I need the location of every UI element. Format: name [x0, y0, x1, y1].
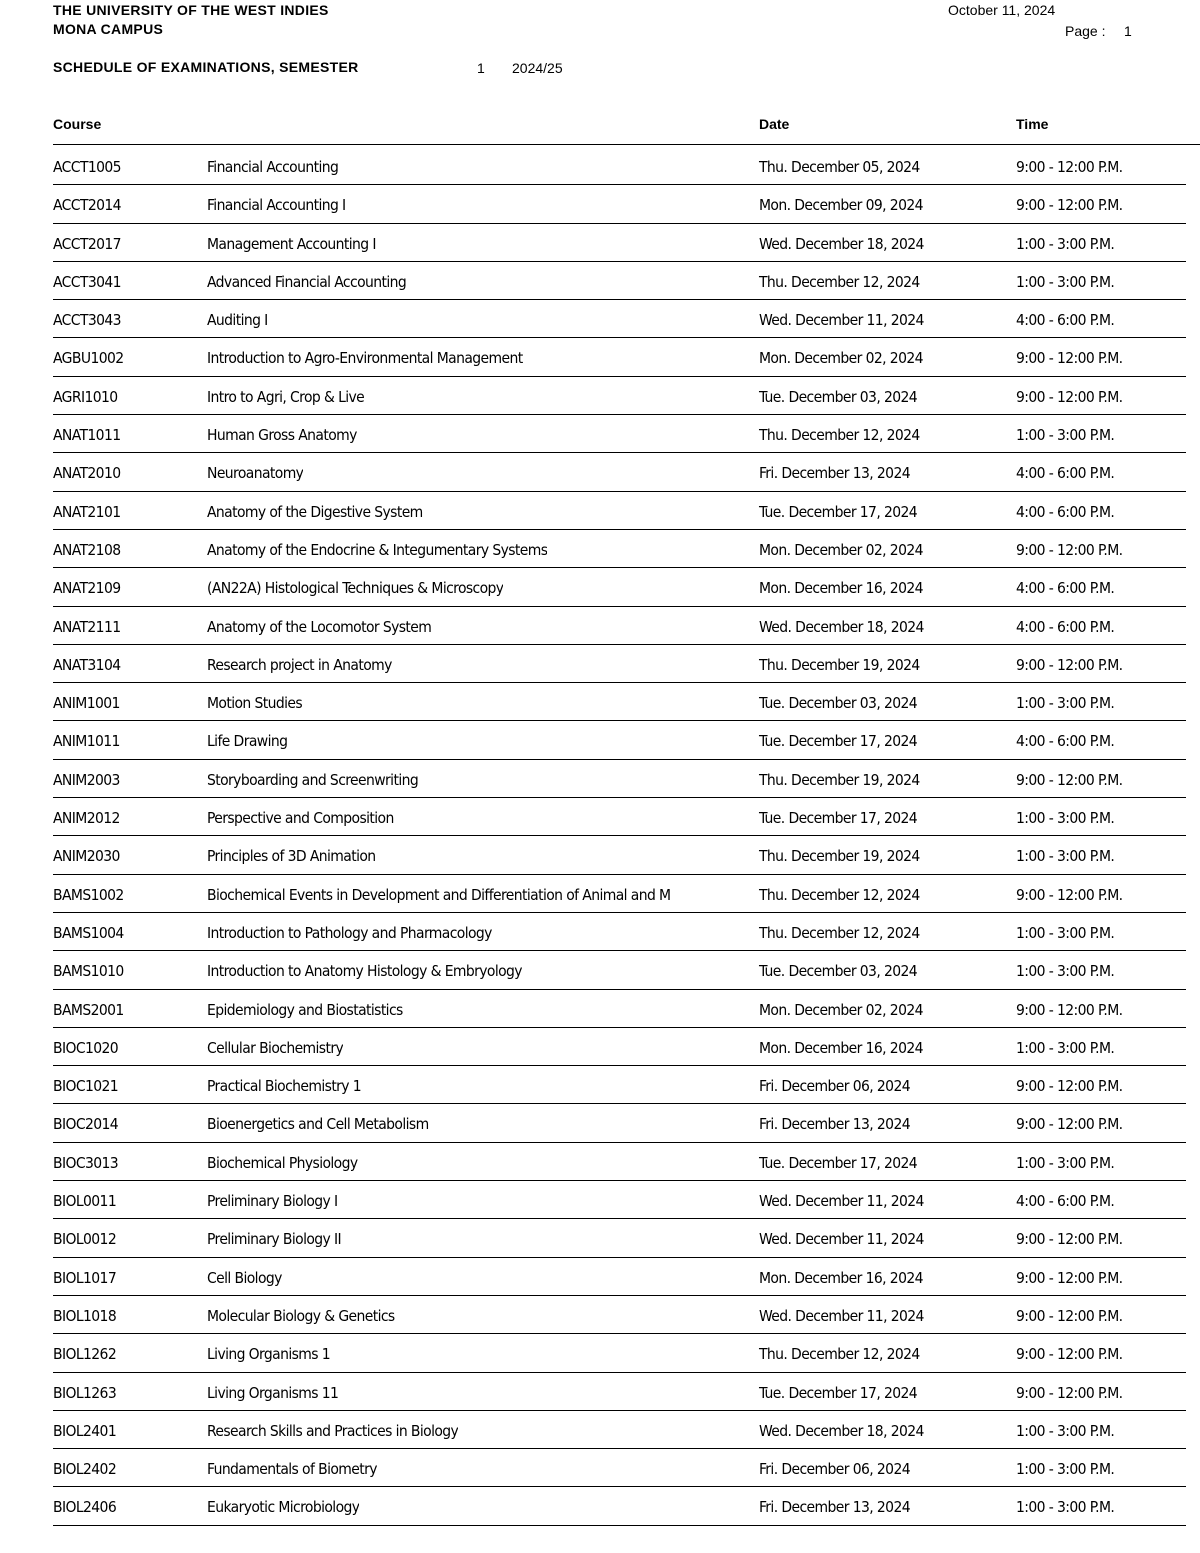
exam-time: 1:00 - 3:00 P.M. — [1016, 962, 1115, 981]
course-code: BIOL0011 — [53, 1192, 117, 1211]
course-title: Financial Accounting I — [207, 196, 346, 215]
course-title: Anatomy of the Endocrine & Integumentary Systems — [207, 540, 548, 559]
exam-date: Mon. December 02, 2024 — [759, 349, 923, 368]
exam-date: Wed. December 18, 2024 — [759, 617, 924, 636]
exam-time: 9:00 - 12:00 P.M. — [1016, 1115, 1123, 1134]
exam-time: 9:00 - 12:00 P.M. — [1016, 1000, 1123, 1019]
course-code: ANAT2010 — [53, 464, 121, 483]
table-row — [53, 1104, 1186, 1142]
exam-date: Fri. December 06, 2024 — [759, 1460, 910, 1479]
exam-date: Fri. December 13, 2024 — [759, 1115, 910, 1134]
course-title: Cellular Biochemistry — [207, 1038, 344, 1057]
exam-date: Tue. December 17, 2024 — [759, 1383, 918, 1402]
table-row — [53, 1219, 1186, 1257]
table-row — [53, 1143, 1186, 1181]
course-code: BAMS1010 — [53, 962, 124, 981]
course-code: BIOL1017 — [53, 1268, 117, 1287]
course-title: Anatomy of the Digestive System — [207, 502, 423, 521]
table-row — [53, 492, 1186, 530]
exam-date: Thu. December 12, 2024 — [759, 923, 920, 942]
exam-date: Wed. December 11, 2024 — [759, 1230, 924, 1249]
exam-date: Mon. December 02, 2024 — [759, 1000, 923, 1019]
table-row — [53, 683, 1186, 721]
course-title: Intro to Agri, Crop & Live — [207, 387, 365, 406]
table-row — [53, 1181, 1186, 1219]
course-title: Bioenergetics and Cell Metabolism — [207, 1115, 429, 1134]
course-title: Research project in Anatomy — [207, 655, 392, 674]
exam-date: Thu. December 19, 2024 — [759, 770, 920, 789]
course-title: Biochemical Physiology — [207, 1153, 358, 1172]
table-row — [53, 951, 1186, 989]
exam-time: 1:00 - 3:00 P.M. — [1016, 809, 1115, 828]
exam-date: Tue. December 17, 2024 — [759, 732, 918, 751]
table-row — [53, 645, 1186, 683]
university-name: THE UNIVERSITY OF THE WEST INDIES — [53, 2, 329, 18]
exam-date: Thu. December 12, 2024 — [759, 885, 920, 904]
course-title: Fundamentals of Biometry — [207, 1460, 377, 1479]
exam-time: 9:00 - 12:00 P.M. — [1016, 349, 1123, 368]
exam-time: 9:00 - 12:00 P.M. — [1016, 770, 1123, 789]
exam-time: 1:00 - 3:00 P.M. — [1016, 1421, 1115, 1440]
table-row — [53, 224, 1186, 262]
course-title: Molecular Biology & Genetics — [207, 1306, 395, 1325]
exam-date: Tue. December 17, 2024 — [759, 809, 918, 828]
exam-time: 9:00 - 12:00 P.M. — [1016, 196, 1123, 215]
course-title: Cell Biology — [207, 1268, 282, 1287]
course-title: Management Accounting I — [207, 234, 376, 253]
table-row — [53, 185, 1186, 223]
exam-date: Wed. December 18, 2024 — [759, 1421, 924, 1440]
exam-date: Mon. December 16, 2024 — [759, 1038, 923, 1057]
exam-time: 1:00 - 3:00 P.M. — [1016, 1498, 1115, 1517]
course-title: Anatomy of the Locomotor System — [207, 617, 432, 636]
course-title: Neuroanatomy — [207, 464, 304, 483]
academic-year: 2024/25 — [512, 60, 563, 76]
course-title: Epidemiology and Biostatistics — [207, 1000, 403, 1019]
course-code: ANAT3104 — [53, 655, 121, 674]
schedule-title: SCHEDULE OF EXAMINATIONS, SEMESTER — [53, 59, 359, 75]
exam-time: 9:00 - 12:00 P.M. — [1016, 387, 1123, 406]
exam-time: 4:00 - 6:00 P.M. — [1016, 579, 1115, 598]
exam-time: 9:00 - 12:00 P.M. — [1016, 1306, 1123, 1325]
course-code: BIOL2406 — [53, 1498, 117, 1517]
exam-time: 1:00 - 3:00 P.M. — [1016, 923, 1115, 942]
course-title: Preliminary Biology I — [207, 1192, 338, 1211]
course-title: Preliminary Biology II — [207, 1230, 342, 1249]
course-code: BIOC3013 — [53, 1153, 119, 1172]
table-row — [53, 415, 1186, 453]
exam-time: 1:00 - 3:00 P.M. — [1016, 1038, 1115, 1057]
exam-date: Thu. December 12, 2024 — [759, 426, 920, 445]
course-title: Financial Accounting — [207, 158, 339, 176]
course-title: Living Organisms 11 — [207, 1383, 339, 1402]
course-code: ANIM2003 — [53, 770, 120, 789]
course-title: Eukaryotic Microbiology — [207, 1498, 360, 1517]
course-code: BIOL0012 — [53, 1230, 117, 1249]
table-row — [53, 1487, 1186, 1525]
course-code: BIOC1020 — [53, 1038, 119, 1057]
course-code: ACCT2014 — [53, 196, 121, 215]
exam-time: 9:00 - 12:00 P.M. — [1016, 540, 1123, 559]
exam-schedule-table — [53, 147, 1186, 1526]
exam-date: Thu. December 19, 2024 — [759, 847, 920, 866]
exam-date: Mon. December 02, 2024 — [759, 540, 923, 559]
exam-date: Mon. December 16, 2024 — [759, 1268, 923, 1287]
table-row — [53, 875, 1186, 913]
exam-date: Tue. December 03, 2024 — [759, 387, 918, 406]
course-code: ACCT3043 — [53, 311, 121, 330]
exam-time: 4:00 - 6:00 P.M. — [1016, 464, 1115, 483]
exam-time: 1:00 - 3:00 P.M. — [1016, 272, 1115, 291]
table-row — [53, 1296, 1186, 1334]
table-row — [53, 1373, 1186, 1411]
table-row — [53, 377, 1186, 415]
report-date: October 11, 2024 — [948, 2, 1056, 18]
exam-date: Mon. December 09, 2024 — [759, 196, 923, 215]
course-code: BIOL1263 — [53, 1383, 117, 1402]
exam-date: Fri. December 06, 2024 — [759, 1077, 910, 1096]
course-title: Biochemical Events in Development and Differentiation of Animal and M — [207, 885, 671, 904]
course-code: AGBU1002 — [53, 349, 124, 368]
course-title: Research Skills and Practices in Biology — [207, 1421, 459, 1440]
course-title: Advanced Financial Accounting — [207, 272, 407, 291]
exam-date: Wed. December 11, 2024 — [759, 1192, 924, 1211]
table-row — [53, 990, 1186, 1028]
course-code: ANIM2030 — [53, 847, 120, 866]
course-code: AGRI1010 — [53, 387, 118, 406]
column-header-course: Course — [53, 116, 102, 132]
course-title: (AN22A) Histological Techniques & Microscopy — [207, 579, 504, 598]
exam-date: Wed. December 11, 2024 — [759, 311, 924, 330]
course-title: Introduction to Pathology and Pharmacology — [207, 923, 492, 942]
semester-number: 1 — [477, 60, 485, 76]
table-row — [53, 338, 1186, 376]
course-code: BIOL1262 — [53, 1345, 117, 1364]
exam-date: Fri. December 13, 2024 — [759, 1498, 910, 1517]
exam-time: 1:00 - 3:00 P.M. — [1016, 1153, 1115, 1172]
course-code: BAMS2001 — [53, 1000, 124, 1019]
exam-time: 1:00 - 3:00 P.M. — [1016, 847, 1115, 866]
exam-date: Wed. December 11, 2024 — [759, 1306, 924, 1325]
exam-time: 9:00 - 12:00 P.M. — [1016, 158, 1123, 176]
course-code: ACCT3041 — [53, 272, 121, 291]
course-title: Perspective and Composition — [207, 809, 394, 828]
table-row — [53, 300, 1186, 338]
course-code: ANAT1011 — [53, 426, 121, 445]
exam-date: Mon. December 16, 2024 — [759, 579, 923, 598]
course-code: ANIM2012 — [53, 809, 120, 828]
course-code: ANAT2101 — [53, 502, 121, 521]
table-row — [53, 1066, 1186, 1104]
exam-time: 9:00 - 12:00 P.M. — [1016, 1268, 1123, 1287]
course-code: ANAT2108 — [53, 540, 121, 559]
column-header-time: Time — [1016, 116, 1049, 132]
table-row — [53, 1258, 1186, 1296]
exam-time: 1:00 - 3:00 P.M. — [1016, 234, 1115, 253]
course-title: Storyboarding and Screenwriting — [207, 770, 419, 789]
campus-name: MONA CAMPUS — [53, 21, 164, 37]
course-title: Living Organisms 1 — [207, 1345, 331, 1364]
table-row — [53, 607, 1186, 645]
table-row — [53, 836, 1186, 874]
exam-date: Thu. December 05, 2024 — [759, 158, 920, 176]
course-title: Introduction to Anatomy Histology & Embryology — [207, 962, 522, 981]
table-row — [53, 568, 1186, 606]
exam-time: 1:00 - 3:00 P.M. — [1016, 426, 1115, 445]
exam-date: Tue. December 03, 2024 — [759, 962, 918, 981]
course-code: BAMS1004 — [53, 923, 124, 942]
exam-time: 9:00 - 12:00 P.M. — [1016, 1383, 1123, 1402]
course-title: Life Drawing — [207, 732, 288, 751]
course-code: ANAT2109 — [53, 579, 121, 598]
table-row — [53, 1028, 1186, 1066]
course-code: ACCT1005 — [53, 158, 121, 176]
exam-time: 9:00 - 12:00 P.M. — [1016, 1230, 1123, 1249]
exam-date: Thu. December 12, 2024 — [759, 272, 920, 291]
exam-time: 4:00 - 6:00 P.M. — [1016, 1192, 1115, 1211]
course-code: BIOL2401 — [53, 1421, 117, 1440]
exam-time: 9:00 - 12:00 P.M. — [1016, 655, 1123, 674]
exam-time: 4:00 - 6:00 P.M. — [1016, 732, 1115, 751]
exam-date: Thu. December 12, 2024 — [759, 1345, 920, 1364]
exam-date: Tue. December 17, 2024 — [759, 1153, 918, 1172]
page-label: Page : — [1065, 23, 1106, 39]
course-code: ANAT2111 — [53, 617, 121, 636]
table-row — [53, 798, 1186, 836]
course-code: BIOC2014 — [53, 1115, 119, 1134]
course-code: BIOL1018 — [53, 1306, 117, 1325]
exam-date: Wed. December 18, 2024 — [759, 234, 924, 253]
course-title: Auditing I — [207, 311, 268, 330]
course-code: BIOC1021 — [53, 1077, 119, 1096]
course-title: Human Gross Anatomy — [207, 426, 357, 445]
course-code: ACCT2017 — [53, 234, 121, 253]
table-row — [53, 453, 1186, 491]
course-code: BIOL2402 — [53, 1460, 117, 1479]
exam-date: Fri. December 13, 2024 — [759, 464, 910, 483]
table-row — [53, 147, 1186, 185]
exam-date: Thu. December 19, 2024 — [759, 655, 920, 674]
exam-time: 1:00 - 3:00 P.M. — [1016, 694, 1115, 713]
exam-time: 9:00 - 12:00 P.M. — [1016, 885, 1123, 904]
table-row — [53, 913, 1186, 951]
exam-time: 9:00 - 12:00 P.M. — [1016, 1077, 1123, 1096]
page-number: 1 — [1124, 23, 1132, 39]
exam-time: 4:00 - 6:00 P.M. — [1016, 617, 1115, 636]
course-code: ANIM1011 — [53, 732, 120, 751]
table-row — [53, 262, 1186, 300]
exam-time: 4:00 - 6:00 P.M. — [1016, 502, 1115, 521]
table-row — [53, 1411, 1186, 1449]
course-code: ANIM1001 — [53, 694, 120, 713]
table-row — [53, 1449, 1186, 1487]
course-code: BAMS1002 — [53, 885, 124, 904]
header-divider — [53, 144, 1200, 145]
column-header-date: Date — [759, 116, 790, 132]
course-title: Principles of 3D Animation — [207, 847, 376, 866]
exam-date: Tue. December 17, 2024 — [759, 502, 918, 521]
course-title: Introduction to Agro-Environmental Management — [207, 349, 523, 368]
exam-time: 9:00 - 12:00 P.M. — [1016, 1345, 1123, 1364]
exam-time: 4:00 - 6:00 P.M. — [1016, 311, 1115, 330]
exam-time: 1:00 - 3:00 P.M. — [1016, 1460, 1115, 1479]
table-row — [53, 1334, 1186, 1372]
table-row — [53, 530, 1186, 568]
exam-date: Tue. December 03, 2024 — [759, 694, 918, 713]
course-title: Practical Biochemistry 1 — [207, 1077, 362, 1096]
course-title: Motion Studies — [207, 694, 303, 713]
table-row — [53, 721, 1186, 759]
table-row — [53, 760, 1186, 798]
